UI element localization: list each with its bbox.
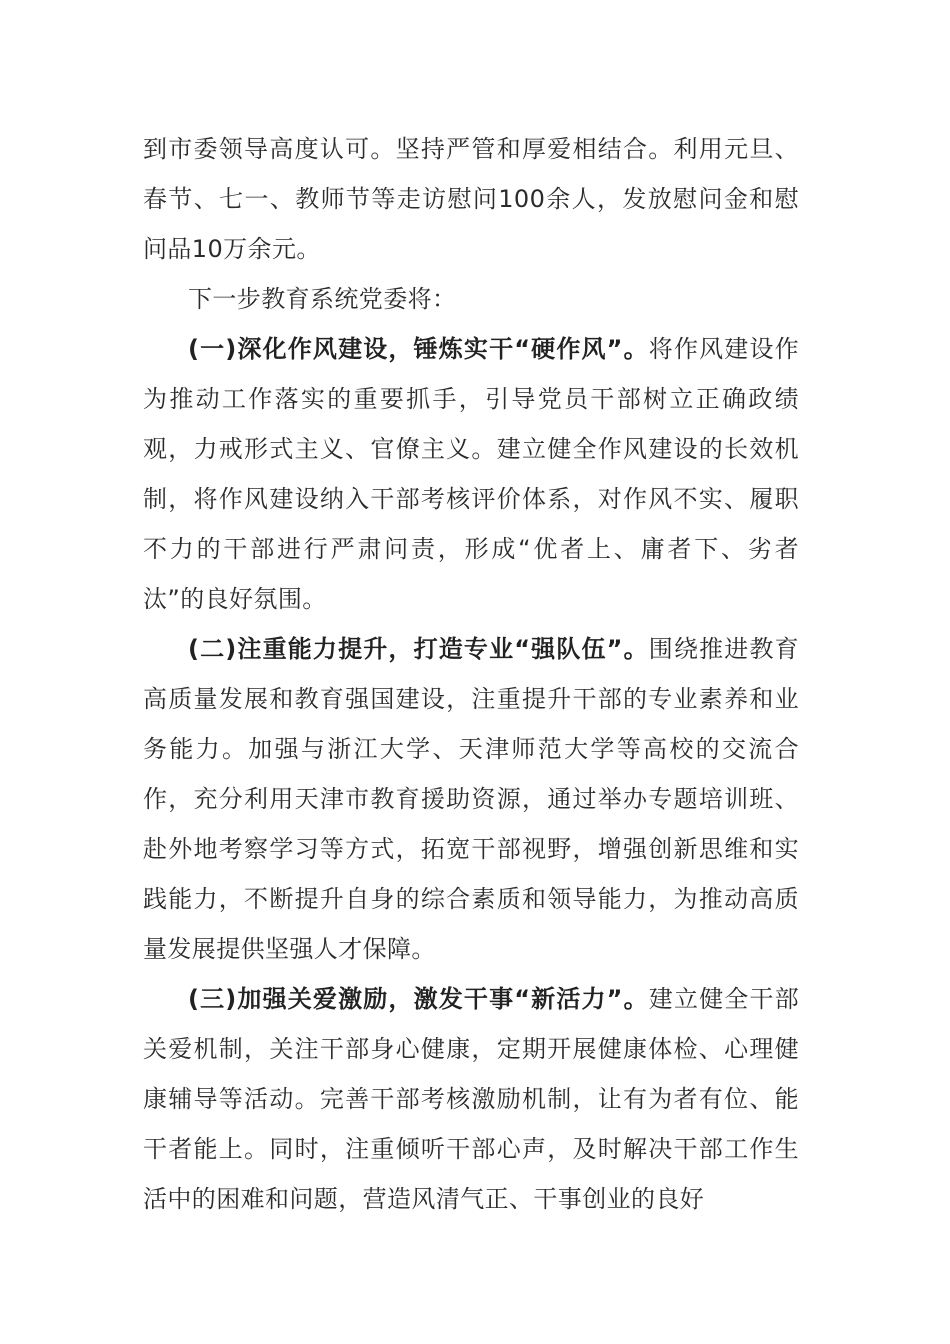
paragraph-continuation bbox=[143, 124, 799, 274]
paragraph-text: 将作风建设作为推动工作落实的重要抓手，引导党员干部树立正确政绩观，力戒形式主义、官僚主义。建立健全作风建设的长效机制，将作风建设纳入干部考核评价体系，对作风不实、履职不力的干部进行严肃问责，形成“优者上、庸者下、劣者汰”的良好氛围。 bbox=[143, 335, 800, 613]
paragraph-item-1 bbox=[143, 324, 799, 624]
paragraph-item-2 bbox=[143, 624, 799, 974]
paragraph-item-3 bbox=[143, 974, 799, 1224]
paragraph-heading: (二)注重能力提升，打造专业“强队伍”。 bbox=[188, 635, 649, 663]
paragraph-text: 建立健全干部关爱机制，关注干部身心健康，定期开展健康体检、心理健康辅导等活动。完善干部考核激励机制，让有为者有位、能干者能上。同时，注重倾听干部心声，及时解决干部工作生活中的困难和问题，营造风清气正、干事创业的良好 bbox=[143, 985, 800, 1213]
paragraph-text: 到市委领导高度认可。坚持严管和厚爱相结合。利用元旦、春节、七一、教师节等走访慰问100余人，发放慰问金和慰问品10万余元。 bbox=[143, 135, 799, 263]
paragraph-text: 围绕推进教育高质量发展和教育强国建设，注重提升干部的专业素养和业务能力。加强与浙江大学、天津师范大学等高校的交流合作，充分利用天津市教育援助资源，通过举办专题培训班、赴外地考察学习等方式，拓宽干部视野，增强创新思维和实践能力，不断提升自身的综合素质和领导能力，为推动高质量发展提供坚强人才保障。 bbox=[143, 635, 800, 963]
document-body bbox=[143, 124, 799, 1224]
paragraph-heading: (一)深化作风建设，锤炼实干“硬作风”。 bbox=[188, 335, 649, 363]
paragraph-heading: (三)加强关爱激励，激发干事“新活力”。 bbox=[188, 985, 649, 1013]
paragraph-text: 下一步教育系统党委将： bbox=[188, 285, 457, 313]
paragraph-next-steps-intro bbox=[143, 274, 799, 324]
